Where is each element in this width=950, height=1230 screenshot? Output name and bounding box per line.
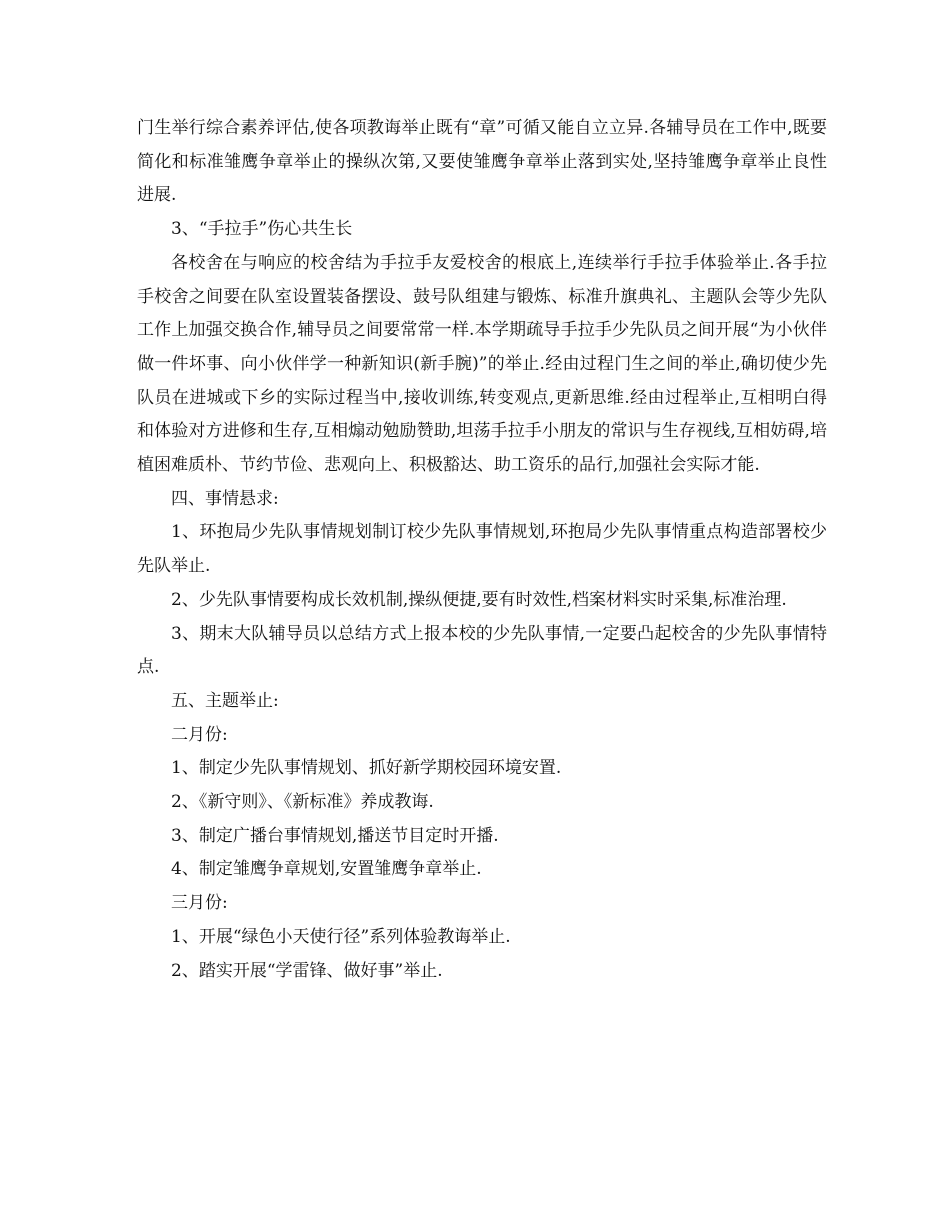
heading-themed-activities: 五、主题举止:	[171, 690, 279, 711]
paragraph-hand-in-hand: 各校舍在与响应的校舍结为手拉手友爱校舍的根底上,连续举行手拉手体验举止.各手拉手校舍之间要在队室设置装备摆设、鼓号队组建与锻炼、标准升旗典礼、主题队会等少先队工作上加强交换合作,辅导员之间要常常一样.本学期疏导手拉手少先队员之间开展“为小伙伴做一件坏事、向小伙伴学一种新知识(新手腕)”的举止.经由过程门生之间的举止,确切使少先队员在进城或下乡的实际过程当中,接收训练,转变观点,更新思维.经由过程举止,互相明白得和体验对方进修和生存,互相煽动勉励赞助,坦荡手拉手小朋友的常识与生存视线,互相妨碍,培植困难质朴、节约节俭、悲观向上、积极豁达、助工资乐的品行,加强社会实际才能.	[137, 252, 827, 476]
march-item-2: 2、踏实开展“学雷锋、做好事”举止.	[171, 960, 443, 981]
february-item-3: 3、制定广播台事情规划,播送节目定时开播.	[171, 825, 499, 846]
document-body	[137, 112, 827, 988]
month-heading-march: 三月份:	[171, 893, 228, 914]
paragraph-evaluation: 门生举行综合素养评估,使各项教诲举止既有“章”可循又能自立立异.各辅导员在工作中,既要简化和标准雏鹰争章举止的操纵次第,又要使雏鹰争章举止落到实处,坚持雏鹰争章举止良性进展.	[137, 118, 827, 206]
requirement-item-2: 2、少先队事情要构成长效机制,操纵便捷,要有时效性,档案材料实时采集,标准治理.	[171, 589, 787, 610]
requirement-item-1: 1、环抱局少先队事情规划制订校少先队事情规划,环抱局少先队事情重点构造部署校少先队举止.	[137, 522, 827, 577]
requirement-item-3: 3、期末大队辅导员以总结方式上报本校的少先队事情,一定要凸起校舍的少先队事情特点.	[137, 623, 827, 678]
heading-hand-in-hand: 3、“手拉手”伤心共生长	[171, 219, 353, 240]
heading-requirements: 四、事情悬求:	[171, 488, 279, 509]
february-item-2: 2、《新守则》、《新标准》养成教诲.	[171, 792, 434, 813]
february-item-4: 4、制定雏鹰争章规划,安置雏鹰争章举止.	[171, 859, 482, 880]
february-item-1: 1、制定少先队事情规划、抓好新学期校园环境安置.	[171, 758, 562, 779]
month-heading-february: 二月份:	[171, 724, 228, 745]
march-item-1: 1、开展“绿色小天使行径”系列体验教诲举止.	[171, 926, 511, 947]
